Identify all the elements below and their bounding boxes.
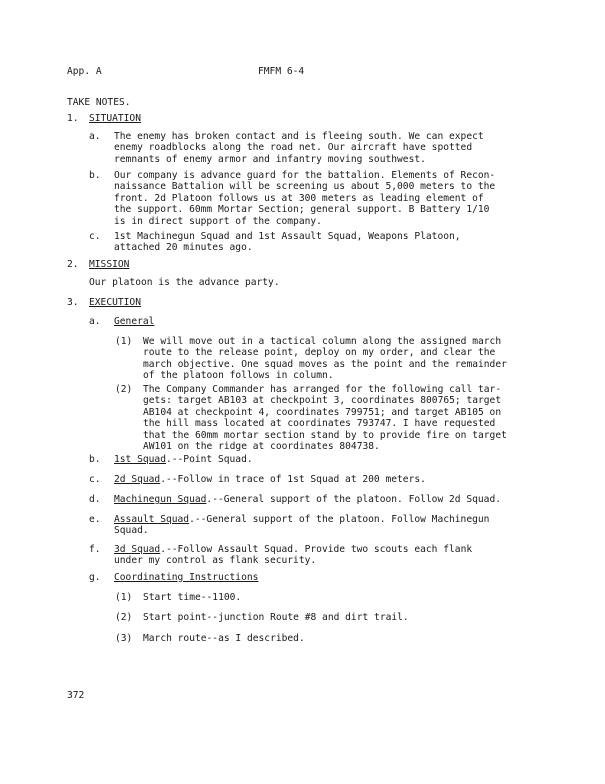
para-body <box>143 336 507 382</box>
text-line: Our company is advance guard for the battalion. Elements of Recon- <box>114 170 496 181</box>
item-title: General <box>114 316 155 327</box>
para-body: Start point--junction Route #8 and dirt trail. <box>143 612 409 623</box>
text-line: march objective. One squad moves as the point and the remainder <box>143 358 507 370</box>
item-text: .--General support of the platoon. Follow Machinegun <box>189 514 490 525</box>
item-body <box>114 474 426 485</box>
item-title: Coordinating Instructions <box>114 572 259 583</box>
item-body <box>114 572 258 583</box>
section-number: 2. <box>67 259 79 270</box>
para-body: March route--as I described. <box>143 633 305 644</box>
item-body <box>114 231 461 254</box>
para-body <box>143 384 507 452</box>
text-line: gets: target AB103 at checkpoint 3, coordinates 800765; target <box>143 395 502 407</box>
item-body <box>114 316 154 327</box>
text-line: AB104 at checkpoint 4, coordinates 799751; and target AB105 on <box>143 406 502 418</box>
item-title: Assault Squad <box>114 514 190 525</box>
text-line: attached 20 minutes ago. <box>114 242 253 254</box>
manual-id: FMFM 6-4 <box>258 66 305 77</box>
text-line: 1st Machinegun Squad and 1st Assault Squad, Weapons Platoon, <box>114 231 461 242</box>
item-body <box>114 514 489 537</box>
item-body <box>114 494 501 505</box>
item-label: a. <box>89 131 101 142</box>
section-title: EXECUTION <box>89 297 141 308</box>
para-body: Start time--1100. <box>143 592 242 603</box>
section-number: 3. <box>67 297 79 308</box>
para-label: (1) <box>115 336 133 347</box>
item-body <box>114 170 495 227</box>
item-text: .--Point Squad. <box>165 454 253 465</box>
item-label: f. <box>89 544 101 555</box>
mission-text: Our platoon is the advance party. <box>89 277 280 288</box>
para-label: (2) <box>115 384 133 395</box>
item-text: .--Follow Assault Squad. Provide two scouts each flank <box>160 544 473 555</box>
item-text: .--General support of the platoon. Follow 2d Squad. <box>206 494 501 505</box>
section-title: SITUATION <box>89 113 141 124</box>
section-situation-heading <box>67 113 141 124</box>
text-line: is in direct support of the company. <box>114 215 322 227</box>
item-body <box>114 454 253 465</box>
item-title: 2d Squad <box>114 474 161 485</box>
section-number: 1. <box>67 113 79 124</box>
text-line: the support. 60mm Mortar Section; general support. B Battery 1/10 <box>114 204 490 216</box>
text-line: Squad. <box>114 525 149 537</box>
text-line: that the 60mm mortar section stand by to provide fire on target <box>143 429 507 441</box>
item-title: 1st Squad <box>114 454 166 465</box>
item-body <box>114 544 472 567</box>
section-title: MISSION <box>89 259 130 270</box>
text-line: enemy roadblocks along the road net. Our aircraft have spotted <box>114 142 473 154</box>
item-label: g. <box>89 572 101 583</box>
item-label: b. <box>89 170 101 181</box>
item-label: d. <box>89 494 101 505</box>
para-label: (2) <box>115 612 133 623</box>
text-line: naissance Battalion will be screening us about 5,000 meters to the <box>114 181 496 193</box>
item-body <box>114 131 484 165</box>
text-line: AW101 on the ridge at coordinates 804738. <box>143 441 380 453</box>
section-mission-heading <box>67 259 129 270</box>
text-line: route to the release point, deploy on my order, and clear the <box>143 347 496 359</box>
item-label: a. <box>89 316 101 327</box>
appendix-label: App. A <box>67 66 102 77</box>
item-label: b. <box>89 454 101 465</box>
text-line: We will move out in a tactical column along the assigned march <box>143 336 502 347</box>
text-line: The Company Commander has arranged for the following call tar- <box>143 384 502 395</box>
section-execution-heading <box>67 297 141 308</box>
text-line: the hill mass located at coordinates 793747. I have requested <box>143 418 496 430</box>
item-label: c. <box>89 474 101 485</box>
page-number: 372 <box>67 690 85 701</box>
item-label: e. <box>89 514 101 525</box>
text-line: remnants of enemy armor and infantry moving southwest. <box>114 153 426 165</box>
text-line: front. 2d Platoon follows us at 300 meters as leading element of <box>114 192 484 204</box>
para-label: (1) <box>115 592 133 603</box>
intro-line: TAKE NOTES. <box>67 97 131 108</box>
item-title: Machinegun Squad <box>114 494 207 505</box>
text-line: under my control as flank security. <box>114 555 317 567</box>
item-title: 3d Squad <box>114 544 161 555</box>
item-text: .--Follow in trace of 1st Squad at 200 meters. <box>160 474 426 485</box>
item-label: c. <box>89 231 101 242</box>
para-label: (3) <box>115 633 133 644</box>
text-line: of the platoon follows in column. <box>143 370 334 382</box>
text-line: The enemy has broken contact and is fleeing south. We can expect <box>114 131 484 142</box>
